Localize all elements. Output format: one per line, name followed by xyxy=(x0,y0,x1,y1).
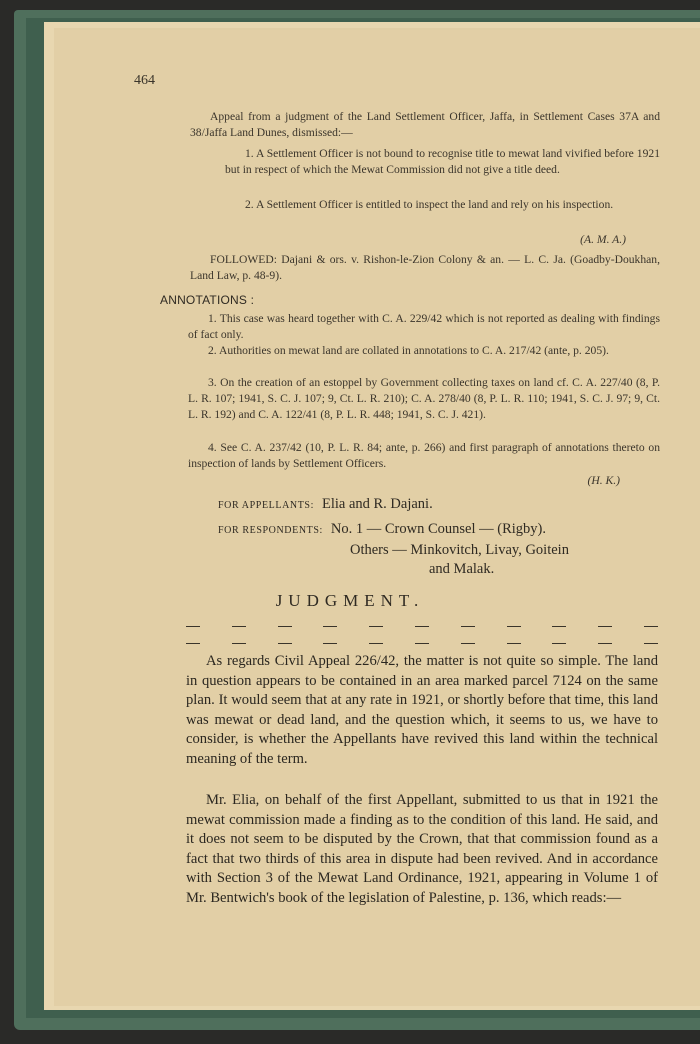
headnote-point-1: 1. A Settlement Officer is not bound to recognise title to mewat land vivified before 1921 but in respect of which the Mewat Commission did not give a title deed. xyxy=(225,147,660,176)
annotation-item: 2. Authorities on mewat land are collated in annotations to C. A. 217/42 (ante, p. 205). xyxy=(208,344,609,357)
judgment-heading: JUDGMENT. xyxy=(275,591,425,610)
dash-rule xyxy=(186,643,658,644)
respondents-label: FOR RESPONDENTS: xyxy=(218,525,323,536)
appellants-names: Elia and R. Dajani. xyxy=(321,496,433,512)
annotation-item: 3. On the creation of an estoppel by Government collecting taxes on land cf. C. A. 227/40 (8, P. L. R. 107; 1941, S. C. J. 107; 9, Ct. L. R. 210); C. A. 278/40 (8, P. L. R. 110; 1941, S. C. J. 97; 9, Ct. L. R. 192) and C. A. 122/41 (8, P. L. R. 448; 1941, S. C. J. 421). xyxy=(188,376,660,421)
annotation-item: 4. See C. A. 237/42 (10, P. L. R. 84; ante, p. 266) and first paragraph of annotations thereto on inspection of lands by Settlement Officers. xyxy=(188,441,660,470)
headnote-intro: Appeal from a judgment of the Land Settlement Officer, Jaffa, in Settlement Cases 37A and 38/Jaffa Land Dunes, dismissed:— xyxy=(190,110,660,139)
headnote-point-2: 2. A Settlement Officer is entitled to inspect the land and rely on his inspection. xyxy=(245,198,614,211)
page-number: 464 xyxy=(134,73,155,88)
followed-citation: FOLLOWED: Dajani & ors. v. Rishon-le-Zion Colony & an. — L. C. Ja. (Goadby-Doukhan, Land Law, p. 48-9). xyxy=(190,253,660,282)
headnote-initials: (A. M. A.) xyxy=(580,233,626,246)
judgment-paragraph-1: As regards Civil Appeal 226/42, the matter is not quite so simple. The land in question appears to be contained in an area marked parcel 7124 on the same plan. It would seem that at any rate in 1921, or shortly before that time, this land was mewat or dead land, and the question which, it seems to us, we have to consider, is whether the Appellants have revived this land within the technical meaning of the term. xyxy=(186,653,658,767)
respondents-line-1: No. 1 — Crown Counsel — (Rigby). xyxy=(330,521,546,537)
respondents-line-3: and Malak. xyxy=(429,561,495,577)
respondents-line-2: Others — Minkovitch, Livay, Goitein xyxy=(350,542,569,558)
appellants-label: FOR APPELLANTS: xyxy=(218,500,314,511)
annotation-item: 1. This case was heard together with C. A. 229/42 which is not reported as dealing with findings of fact only. xyxy=(188,312,660,341)
annotations-initials: (H. K.) xyxy=(587,474,620,487)
counsel-appellants xyxy=(218,496,433,513)
dash-rule xyxy=(186,626,658,627)
annotations-heading: ANNOTATIONS : xyxy=(160,293,255,307)
counsel-respondents xyxy=(218,521,546,538)
judgment-paragraph-2: Mr. Elia, on behalf of the first Appellant, submitted to us that in 1921 the mewat commission made a finding as to the condition of this land. He said, and it does not seem to be disputed by the Crown, that that commission found as a fact that two thirds of this area in dispute had been revived. And in accordance with Section 3 of the Mewat Land Ordinance, 1921, appearing in Volume 1 of Mr. Bentwich's book of the legislation of Palestine, p. 136, which reads:— xyxy=(186,792,658,906)
